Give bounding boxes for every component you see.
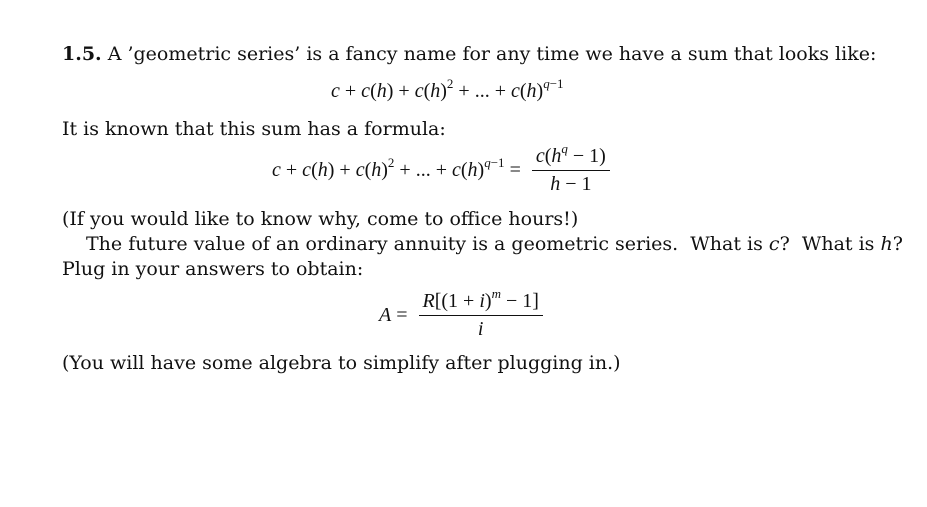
office-hours-note: (If you would like to know why, come to office hours!) [62, 208, 579, 230]
plug-in-instruction: Plug in your answers to obtain: [62, 258, 364, 280]
annuity-lhs: A = [379, 304, 408, 326]
annuity-question [86, 233, 903, 255]
annuity-question-text: The future value of an ordinary annuity is a geometric series. What is c? What is h? [86, 233, 903, 255]
annuity-fraction [419, 286, 543, 341]
problem-intro [62, 43, 876, 65]
series-expression: $c + c(h) + c(h)^2$ + ... + $c(h)^{q-1}$ [331, 76, 564, 102]
problem-intro-text: A ’geometric series’ is a fancy name for any time we have a sum that looks like: [107, 43, 877, 65]
annuity-numerator: $R[(1 + i)^m - 1]$ [419, 290, 543, 316]
series-equation [331, 76, 564, 102]
problem-number: 1.5. [62, 43, 102, 65]
series-formula-lhs: $c + c(h) + c(h)^2$ + ... + $c(h)^{q-1}$ = [272, 155, 521, 181]
closing-note: (You will have some algebra to simplify after plugging in.) [62, 352, 621, 374]
series-formula-denominator: h − 1 [550, 173, 592, 195]
series-formula-equation [272, 141, 610, 196]
annuity-denominator: i [477, 318, 484, 340]
series-formula-numerator: $c(h^q - 1)$ [532, 145, 610, 171]
series-formula-fraction [532, 141, 610, 196]
formula-label: It is known that this sum has a formula: [62, 118, 446, 140]
annuity-equation [379, 286, 543, 341]
